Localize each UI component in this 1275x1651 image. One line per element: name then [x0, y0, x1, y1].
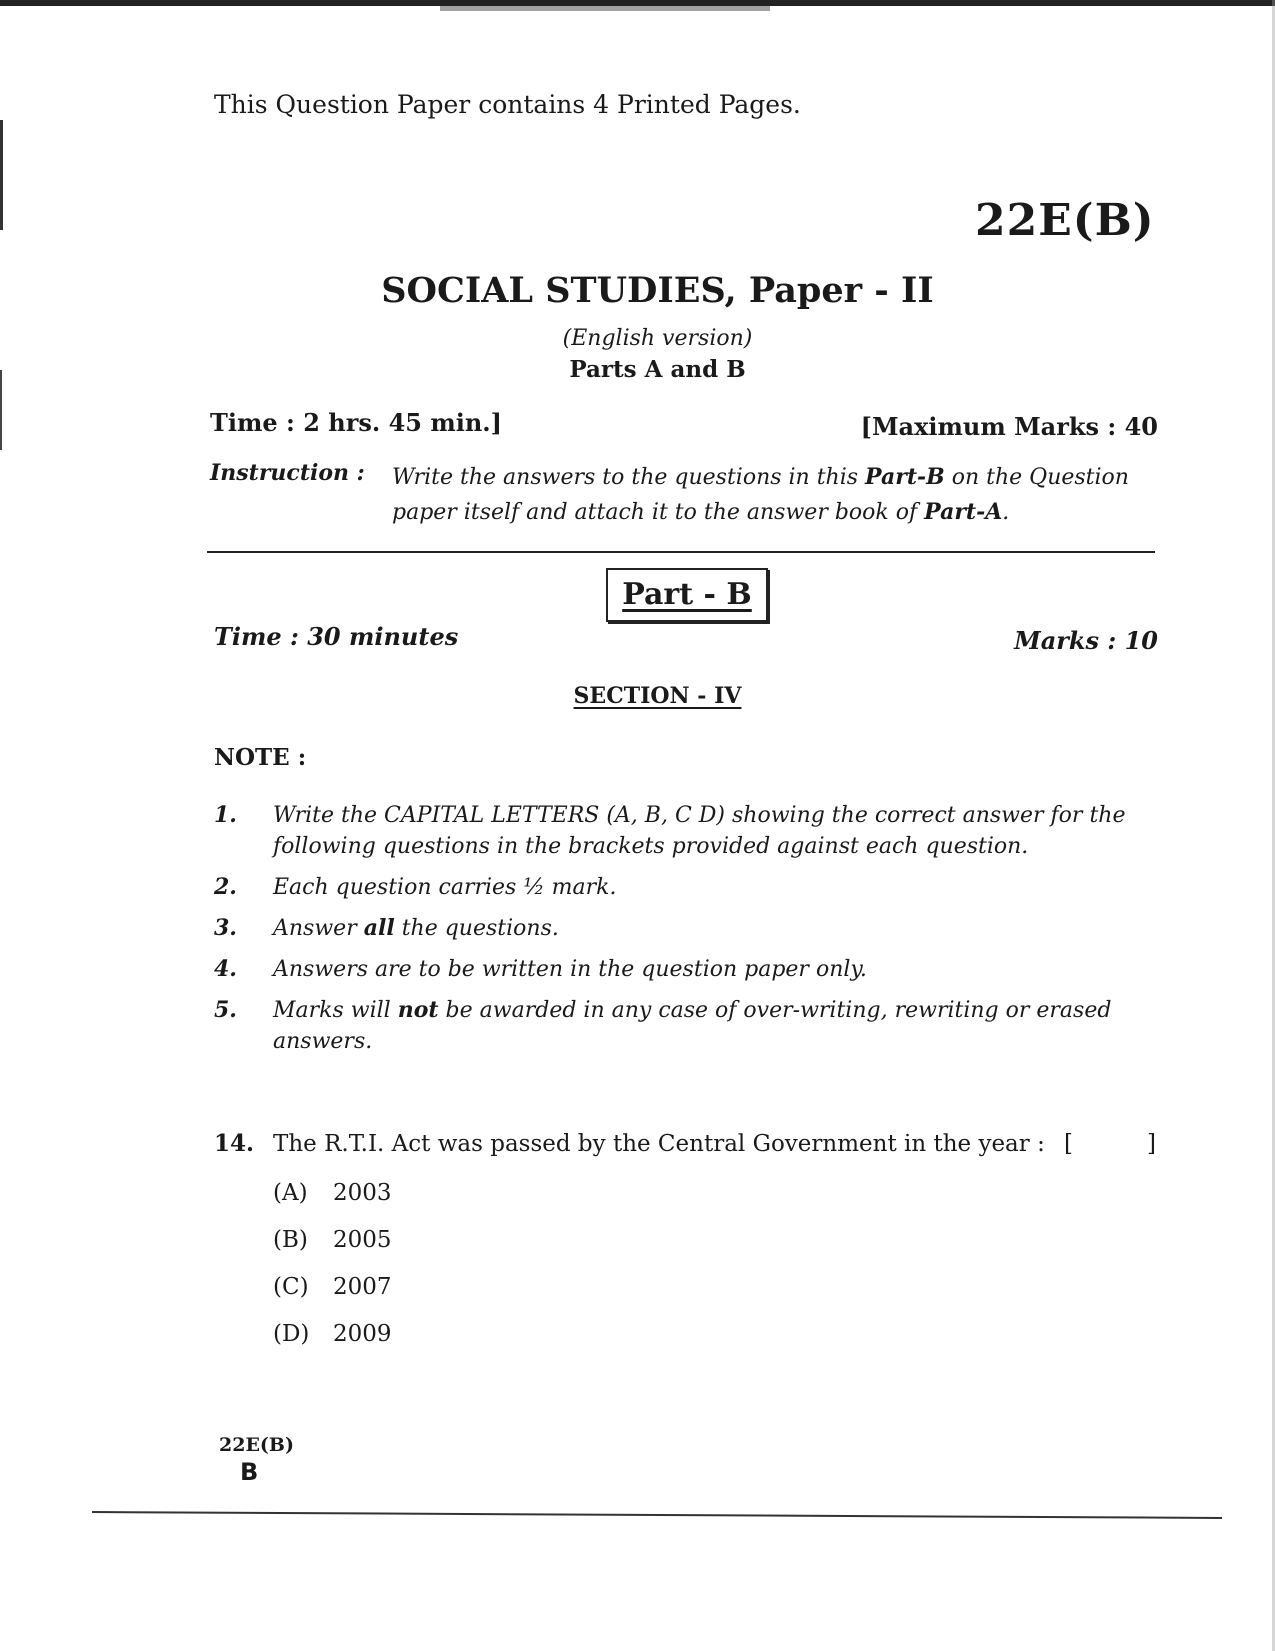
instruction-emphasis: Part-A [924, 499, 1003, 525]
footer-divider [92, 1511, 1222, 1519]
instruction-text-part: . [1002, 500, 1010, 525]
option-d [273, 1310, 1164, 1357]
note-text: Answers are to be written in the question paper only. [273, 957, 867, 982]
answer-options [273, 1169, 1164, 1357]
note-item [214, 954, 1164, 985]
note-number: 3. [214, 915, 237, 941]
option-value: 2007 [333, 1273, 392, 1300]
note-text-part: Marks will [273, 998, 398, 1023]
option-b [273, 1216, 1164, 1263]
question-number: 14. [214, 1130, 255, 1157]
note-text: Write the CAPITAL LETTERS (A, B, C D) showing the correct answer for the following questions in the brackets provided against each question. [273, 803, 1126, 859]
option-label: (B) [273, 1226, 308, 1253]
note-text-part: be awarded in any case of over-writing, rewriting or erased answers. [273, 998, 1112, 1054]
option-value: 2003 [333, 1179, 392, 1206]
instruction-text-part: paper itself and attach it to the answer book of [392, 500, 925, 525]
note-item [214, 800, 1164, 862]
question-text: The R.T.I. Act was passed by the Central Government in the year : [273, 1131, 1045, 1157]
note-number: 5. [214, 997, 237, 1023]
instruction-text [392, 460, 1162, 530]
paper-code: 22E(B) [975, 195, 1155, 246]
option-label: (A) [273, 1179, 308, 1206]
instruction-text-part: on the Question [944, 465, 1129, 490]
answer-bracket[interactable] [1064, 1131, 1164, 1157]
note-item [214, 913, 1164, 944]
part-b-time: Time : 30 minutes [214, 622, 459, 651]
option-value: 2005 [333, 1226, 392, 1253]
maximum-marks: [Maximum Marks : 40 [860, 412, 1158, 441]
note-item [214, 995, 1164, 1057]
note-number: 2. [214, 874, 237, 900]
version-label: (English version) [562, 326, 753, 351]
bracket-open: [ [1064, 1131, 1073, 1157]
option-value: 2009 [333, 1320, 392, 1347]
total-time: Time : 2 hrs. 45 min.] [210, 408, 503, 437]
question-stem [214, 1130, 1164, 1157]
note-item [214, 872, 1164, 903]
instruction-line-1 [392, 460, 1162, 495]
bracket-close: ] [1147, 1131, 1156, 1157]
part-b-label: Part - B [622, 577, 752, 612]
note-heading: NOTE : [214, 744, 307, 771]
note-text-part: Answer [273, 916, 364, 941]
scan-smudge-top [440, 6, 770, 11]
question-14 [214, 1130, 1164, 1357]
note-text-part: the questions. [394, 916, 559, 941]
footer-set-letter: B [240, 1458, 259, 1486]
note-text [273, 995, 1164, 1057]
option-label: (D) [273, 1320, 310, 1347]
part-b-marks: Marks : 10 [1014, 626, 1158, 655]
note-emphasis: not [397, 997, 439, 1023]
footer-paper-code: 22E(B) [219, 1434, 294, 1456]
note-emphasis: all [363, 915, 395, 941]
instruction-text-part: Write the answers to the questions in this [392, 465, 866, 490]
option-label: (C) [273, 1273, 309, 1300]
option-c [273, 1263, 1164, 1310]
note-text [273, 913, 1164, 944]
option-a [273, 1169, 1164, 1216]
parts-label: Parts A and B [569, 356, 746, 383]
paper-title: SOCIAL STUDIES, Paper - II [381, 270, 934, 311]
instruction-emphasis: Part-B [865, 464, 945, 490]
note-text: Each question carries ½ mark. [273, 875, 617, 900]
instruction-label: Instruction : [210, 460, 365, 486]
instruction-line-2 [392, 495, 1162, 530]
pages-note: This Question Paper contains 4 Printed Pages. [214, 90, 801, 119]
header-divider [207, 551, 1155, 553]
section-heading: SECTION - IV [573, 683, 742, 709]
note-number: 4. [214, 956, 237, 982]
note-list [214, 800, 1164, 1067]
part-b-box [606, 568, 768, 622]
note-number: 1. [214, 802, 237, 828]
scan-border-left [0, 120, 3, 230]
